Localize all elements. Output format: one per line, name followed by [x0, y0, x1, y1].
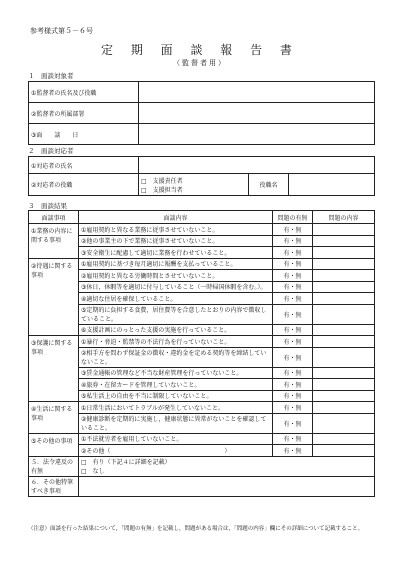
result-row	[29, 224, 375, 236]
result-issue-detail-field[interactable]	[313, 379, 375, 391]
result-content: ②雇用契約と異なる労働時間とさせていないこと。	[79, 270, 273, 282]
result-content: ②健康診断を定期的に実施し，健康状態に異常がないことを確認していること。	[79, 413, 273, 433]
result-issue-detail-field[interactable]	[313, 293, 375, 305]
column-header-issue: 問題の有無	[273, 211, 313, 224]
result-issue-status[interactable]: 有・無	[273, 304, 313, 324]
other-notes-field[interactable]	[79, 476, 375, 496]
result-row	[29, 247, 375, 259]
result-issue-status[interactable]: 有・無	[273, 247, 313, 259]
result-issue-detail-field[interactable]	[313, 281, 375, 293]
legal-violation-options	[79, 456, 375, 476]
legal-violation-label: ５．法令違反の有無	[29, 456, 79, 476]
result-row	[29, 258, 375, 270]
result-issue-status[interactable]: 有・無	[273, 390, 313, 402]
result-category: ②待遇に関する事項	[29, 258, 79, 336]
other-notes-label: ６．その他特筆すべき事項	[29, 476, 79, 496]
result-content: ⑤定期的に負担する食費，居住費等を合意したとおりの内容で徴収していること。	[79, 304, 273, 324]
result-issue-status[interactable]: 有・無	[273, 224, 313, 236]
column-header-issue-detail: 問題の内容	[313, 211, 375, 224]
result-issue-status[interactable]: 有・無	[273, 402, 313, 414]
section1-table	[28, 81, 375, 145]
result-row	[29, 390, 375, 402]
result-row	[29, 433, 375, 445]
result-issue-detail-field[interactable]	[313, 445, 375, 457]
result-row	[29, 379, 375, 391]
result-issue-detail-field[interactable]	[313, 247, 375, 259]
result-row	[29, 367, 375, 379]
result-issue-detail-field[interactable]	[313, 413, 375, 433]
result-row	[29, 347, 375, 367]
support-manager-checkbox[interactable]: □ 支援責任者	[141, 177, 183, 185]
result-content: ①不法就労者を雇用していないこと。	[79, 433, 273, 445]
result-category: ④生活に関する事項	[29, 402, 79, 434]
result-issue-detail-field[interactable]	[313, 270, 375, 282]
result-row	[29, 304, 375, 324]
result-content: ③安全衛生に配慮して適切に業務を行わせていること。	[79, 247, 273, 259]
results-table	[28, 210, 375, 497]
position-name-label: 役職名	[249, 174, 289, 196]
result-content: ③休日，休暇等を適切に付与していること（一時帰国休暇を含む。）。	[79, 281, 273, 293]
document-title: 定 期 面 談 報 告 書	[101, 43, 299, 57]
result-issue-status[interactable]: 有・無	[273, 293, 313, 305]
result-issue-status[interactable]: 有・無	[273, 281, 313, 293]
result-row	[29, 293, 375, 305]
result-issue-status[interactable]: 有・無	[273, 367, 313, 379]
document-subtitle: （監督者用）	[173, 59, 227, 67]
responder-role-label: ②対応者の役職	[29, 174, 139, 196]
result-content: ⑤私生活上の自由を不当に制限していないこと。	[79, 390, 273, 402]
responder-name-field[interactable]	[139, 157, 375, 174]
interview-date-field[interactable]	[139, 124, 375, 145]
section1-row	[29, 103, 375, 124]
section2-heading: ２ 面談対応者	[28, 147, 74, 155]
result-issue-detail-field[interactable]	[313, 347, 375, 367]
column-header-item: 面談事項	[29, 211, 79, 224]
result-issue-status[interactable]: 有・無	[273, 379, 313, 391]
section3-heading: ３ 面談結果	[28, 202, 67, 210]
result-category: ③保護に関する事項	[29, 336, 79, 402]
result-issue-status[interactable]: 有・無	[273, 336, 313, 348]
result-content: ③賃金通帳の管理など不当な財産管理を行っていないこと。	[79, 367, 273, 379]
result-content: ④適切な住居を確保していること。	[79, 293, 273, 305]
result-issue-status[interactable]: 有・無	[273, 445, 313, 457]
result-content: ②その他（ ）	[79, 445, 273, 457]
interview-date-label: ③面 談 日	[29, 124, 139, 145]
result-row	[29, 413, 375, 433]
legal-violation-row	[29, 456, 375, 476]
result-issue-detail-field[interactable]	[313, 367, 375, 379]
result-issue-detail-field[interactable]	[313, 336, 375, 348]
results-header-row	[29, 211, 375, 224]
footnote: （注意）面談を行った結果について，「問題の有無」を記載し，問題がある場合は，「問題の内容」欄にその詳細について記載すること。	[28, 526, 364, 532]
result-content: ②他の事業主の下で業務に従事させていないこと。	[79, 235, 273, 247]
violation-no-checkbox[interactable]: □ なし	[81, 468, 105, 475]
column-header-content: 面談内容	[79, 211, 273, 224]
responder-name-label: ①対応者の氏名	[29, 157, 139, 174]
result-row	[29, 324, 375, 336]
result-issue-detail-field[interactable]	[313, 224, 375, 236]
result-issue-detail-field[interactable]	[313, 304, 375, 324]
result-content: ①日常生活においてトラブルが発生していないこと。	[79, 402, 273, 414]
result-issue-detail-field[interactable]	[313, 324, 375, 336]
result-category: ⑤その他の事項	[29, 433, 79, 456]
result-row	[29, 402, 375, 414]
result-content: ②相手方を問わず保証金の徴収・違約金を定める契約等を締結していないこと。	[79, 347, 273, 367]
section2-table	[28, 156, 375, 196]
result-content: ①雇用契約に基づき毎月適切に報酬を支払っていること。	[79, 258, 273, 270]
section1-heading: １ 面談対象者	[28, 72, 74, 80]
result-issue-status[interactable]: 有・無	[273, 324, 313, 336]
result-content: ①暴行・脅迫・監禁等の不法行為を行っていないこと。	[79, 336, 273, 348]
section1-row	[29, 82, 375, 103]
position-name-field[interactable]	[289, 174, 375, 196]
result-issue-status[interactable]: 有・無	[273, 413, 313, 433]
responder-role-options	[139, 174, 249, 196]
result-issue-status[interactable]: 有・無	[273, 347, 313, 367]
result-content: ⑥支援計画にのっとった支援の実施を行っていること。	[79, 324, 273, 336]
result-issue-status[interactable]: 有・無	[273, 258, 313, 270]
result-issue-detail-field[interactable]	[313, 390, 375, 402]
form-reference: 参考様式第５－６号	[30, 27, 93, 35]
result-issue-detail-field[interactable]	[313, 402, 375, 414]
result-issue-status[interactable]: 有・無	[273, 433, 313, 445]
result-row	[29, 270, 375, 282]
supervisor-department-label: ②監督者の所属部署	[29, 103, 139, 124]
support-staff-checkbox[interactable]: □ 支援担当者	[141, 186, 183, 194]
result-content: ④旅券・在留カードを管理していないこと。	[79, 379, 273, 391]
supervisor-department-field[interactable]	[139, 103, 375, 124]
result-issue-status[interactable]: 有・無	[273, 235, 313, 247]
result-row	[29, 336, 375, 348]
result-issue-status[interactable]: 有・無	[273, 270, 313, 282]
section1-row	[29, 124, 375, 145]
result-row	[29, 235, 375, 247]
supervisor-name-label: ①監督者の氏名及び役職	[29, 82, 139, 103]
result-row	[29, 281, 375, 293]
violation-yes-checkbox[interactable]: □ 有り（下記４に詳細を記載）	[81, 459, 171, 466]
result-category: ①業務の内容に関する事項	[29, 224, 79, 259]
supervisor-name-field[interactable]	[139, 82, 375, 103]
result-row	[29, 445, 375, 457]
result-issue-detail-field[interactable]	[313, 258, 375, 270]
result-issue-detail-field[interactable]	[313, 433, 375, 445]
other-notes-row	[29, 476, 375, 496]
result-content: ①雇用契約と異なる業務に従事させていないこと。	[79, 224, 273, 236]
result-issue-detail-field[interactable]	[313, 235, 375, 247]
